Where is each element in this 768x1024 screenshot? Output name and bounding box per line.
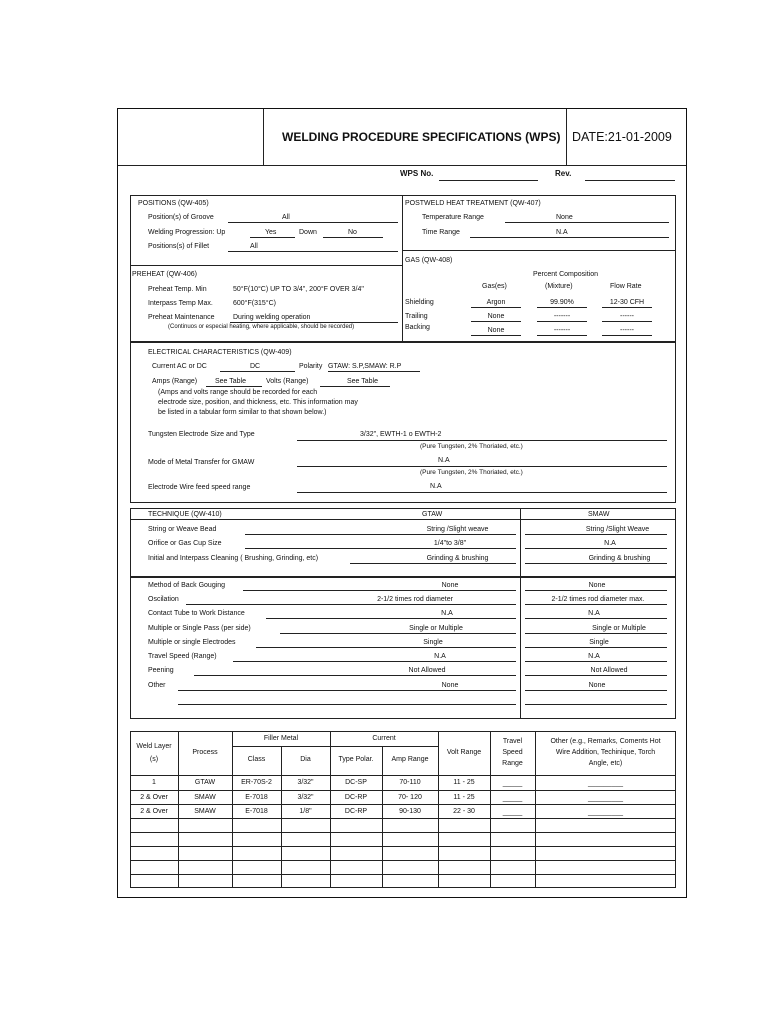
groove-field[interactable] [228,222,398,223]
positions-bottom-line [130,265,402,266]
gas-mixture-header: (Mixture) [545,283,573,290]
th-filler-metal: Filler Metal [263,735,299,742]
gas-row-flow-field[interactable] [602,321,652,322]
technique-row-smaw-field[interactable] [525,618,667,619]
technique-row-gtaw: N.A [441,610,453,617]
technique-row-gtaw: 2-1/2 times rod diameter [377,596,453,603]
technique-row-smaw: Not Allowed [590,667,628,674]
table-cell-volt: 11 - 25 [453,779,475,786]
table-cell-volt: 11 - 25 [453,794,475,801]
technique-row-gtaw: 1/4"to 3/8" [433,540,467,547]
current-value: DC [250,363,261,370]
header-bottom-line [118,165,686,166]
table-row-line [130,818,676,819]
th-weld-layer: Weld Layer [136,743,172,750]
transfer-note: (Pure Tungsten, 2% Thoriated, etc.) [420,469,523,476]
technique-row-label: Orifice or Gas Cup Size [148,540,222,547]
table-cell-dia: 3/32" [297,779,314,786]
polarity-label: Polarity [299,363,323,370]
gas-row-gas: Argon [486,299,506,306]
interpass-value: 600°F(315°C) [233,300,276,307]
tungsten-label: Tungsten Electrode Size and Type [148,431,255,438]
technique-smaw-header: SMAW [588,511,610,518]
current-field[interactable] [220,371,295,372]
table-cell-type: DC-RP [344,794,368,801]
preheat-min-label: Preheat Temp. Min [148,286,207,293]
technique-row-gtaw: None [441,682,459,689]
fillet-value: All [250,243,258,250]
th-other: Other (e.g., Remarks, Coments Hot [550,738,661,745]
technique-row-smaw: 2-1/2 times rod diameter max. [551,596,645,603]
th-other-3: Angle, etc) [588,760,623,767]
th-other-2: Wire Addition, Techinique, Torch [555,749,656,756]
technique-row-label: Multiple or Single Pass (per side) [148,625,251,632]
technique-row-gtaw: Not Allowed [408,667,446,674]
table-row-line [130,790,676,791]
table-col-line [382,746,383,888]
gas-row-mixture-field[interactable] [537,335,587,336]
wire-label: Electrode Wire feed speed range [148,484,251,491]
rev-field[interactable] [585,180,675,181]
polarity-value: GTAW: S.P,SMAW: R.P [328,363,402,370]
preheat-maint-value: During welding operation [233,314,311,321]
table-row-line [130,846,676,847]
positions-divider [402,195,403,342]
fillet-label: Positions(s) of Fillet [148,243,210,250]
form-date: DATE:21-01-2009 [572,130,672,144]
preheat-min-value: 50°F(10°C) UP TO 3/4", 200°F OVER 3/4" [233,286,364,293]
technique-row-gtaw-field[interactable] [245,548,516,549]
table-cell-process: SMAW [194,808,216,815]
table-cell-layer: 2 & Over [140,794,168,801]
pwht-temp-label: Temperature Range [422,214,484,221]
preheat-title: PREHEAT (QW-406) [132,271,197,278]
gas-row-flow: 12-30 CFH [609,299,645,306]
th-travel-3: Range [502,760,523,767]
technique-row-smaw: None [588,682,606,689]
gas-flow-header: Flow Rate [610,283,642,290]
technique-mid-line [130,576,676,578]
polarity-field[interactable] [328,371,420,372]
gas-row-gas-field[interactable] [471,307,521,308]
technique-row-smaw-field[interactable] [525,563,667,564]
table-cell-dia: 1/8" [299,808,312,815]
table-cell-travel: _____ [502,809,523,816]
technique-row-gtaw-field[interactable] [178,690,516,691]
technique-row-label: Other [148,682,166,689]
technique-row-smaw: String /Slight Weave [585,526,650,533]
technique-header-line [130,519,676,520]
current-label: Current AC or DC [152,363,207,370]
progression-up-field[interactable] [250,237,295,238]
gas-row-label: Shielding [405,299,434,306]
technique-divider [520,508,521,719]
table-col-line [281,746,282,888]
technique-row-gtaw-field[interactable] [256,647,516,648]
technique-row-smaw: N.A [588,653,600,660]
th-volt-range: Volt Range [446,749,482,756]
header-divider-left [263,109,264,165]
technique-extra-field[interactable] [525,704,667,705]
technique-row-label: Initial and Interpass Cleaning ( Brushing, Grinding, etc) [148,555,319,562]
table-row-line [130,860,676,861]
gas-row-label: Backing [405,324,430,331]
technique-row-gtaw-field[interactable] [233,661,516,662]
technique-row-gtaw: Single or Multiple [409,625,463,632]
progression-label: Welding Progression: Up [148,229,226,236]
technique-row-smaw-field[interactable] [525,590,667,591]
volts-value: See Table [347,378,379,385]
groove-label: Position(s) of Groove [148,214,214,221]
gas-row-gas-field[interactable] [471,335,521,336]
table-cell-class: ER-70S-2 [241,779,272,786]
table-cell-amp: 70- 120 [398,794,422,801]
technique-row-gtaw: None [441,582,459,589]
technique-row-gtaw-field[interactable] [186,604,516,605]
gas-gases-header: Gas(es) [482,283,507,290]
gas-row-mixture-field[interactable] [537,307,587,308]
table-cell-travel: _____ [502,780,523,787]
transfer-label: Mode of Metal Transfer for GMAW [148,459,255,466]
technique-row-label: Oscilation [148,596,179,603]
pwht-bottom-line [402,250,676,251]
th-amp-range: Amp Range [391,756,429,763]
technique-row-label: Travel Speed (Range) [148,653,217,660]
technique-row-label: Method of Back Gouging [148,582,226,589]
gas-row-gas: None [487,327,505,334]
preheat-maint-label: Preheat Maintenance [148,314,215,321]
table-row-line [130,874,676,875]
table-row-line [130,804,676,805]
wps-no-field[interactable] [439,180,538,181]
amps-label: Amps (Range) [152,378,198,385]
technique-row-label: String or Weave Bead [148,526,217,533]
technique-row-label: Contact Tube to Work Distance [148,610,245,617]
technique-row-smaw-field[interactable] [525,548,667,549]
pwht-time-value: N.A [556,229,568,236]
transfer-value: N.A [438,457,450,464]
technique-row-gtaw-field[interactable] [243,590,516,591]
rev-label: Rev. [555,169,572,178]
technique-row-smaw-field[interactable] [525,604,667,605]
technique-row-gtaw-field[interactable] [245,534,516,535]
volts-field[interactable] [320,386,390,387]
table-row-line [130,775,676,776]
technique-row-gtaw-field[interactable] [350,563,516,564]
down-label: Down [299,229,317,236]
technique-row-smaw-field[interactable] [525,690,667,691]
table-cell-other: _________ [587,780,624,787]
table-cell-type: DC-RP [344,808,368,815]
technique-row-smaw: N.A [604,540,616,547]
tungsten-note: (Pure Tungsten, 2% Thoriated, etc.) [420,443,523,450]
gas-row-mixture-field[interactable] [537,321,587,322]
table-cell-layer: 1 [152,779,156,786]
th-travel-2: Speed [502,749,523,756]
table-row-line [130,832,676,833]
technique-row-smaw-field[interactable] [525,633,667,634]
technique-title: TECHNIQUE (QW-410) [148,511,222,518]
th-process: Process [192,749,218,756]
gas-percent-label: Percent Composition [533,271,598,278]
header-divider-right [566,109,567,165]
table-cell-amp: 70-110 [399,779,421,786]
technique-row-label: Peening [148,667,174,674]
technique-row-smaw: Grinding & brushing [588,555,651,562]
gas-row-mixture: ------- [553,313,571,320]
technique-row-label: Multiple or single Electrodes [148,639,236,646]
technique-row-gtaw-field[interactable] [280,633,516,634]
gas-row-flow: ------ [620,327,634,334]
technique-row-smaw: None [588,582,606,589]
gas-row-flow-field[interactable] [602,307,652,308]
technique-row-smaw-field[interactable] [525,675,667,676]
th-travel: Travel [502,738,523,745]
th-class: Class [247,756,266,763]
preheat-maint-field[interactable] [230,322,398,323]
positions-title: POSITIONS (QW-405) [138,200,209,207]
transfer-field[interactable] [297,466,667,467]
electrical-title: ELECTRICAL CHARACTERISTICS (QW-409) [148,349,292,356]
technique-row-gtaw-field[interactable] [266,618,516,619]
table-cell-volt: 22 - 30 [453,808,475,815]
wire-value: N.A [430,483,442,490]
th-weld-layer-2: (s) [149,756,159,763]
table-cell-class: E-7018 [245,808,268,815]
pwht-temp-value: None [556,214,573,221]
interpass-label: Interpass Temp Max. [148,300,213,307]
technique-row-smaw-field[interactable] [525,647,667,648]
table-cell-process: SMAW [194,794,216,801]
table-cell-amp: 90-130 [399,808,421,815]
pwht-temp-field[interactable] [505,222,669,223]
table-cell-other: _________ [587,795,624,802]
technique-row-gtaw: Single [423,639,443,646]
table-cell-other: _________ [587,809,624,816]
table-cell-process: GTAW [194,779,216,786]
technique-row-gtaw: String /Slight weave [426,526,489,533]
tungsten-value: 3/32", EWTH-1 o EWTH-2 [360,431,442,438]
gas-row-flow: ------ [620,313,634,320]
form-title: WELDING PROCEDURE SPECIFICATIONS (WPS) [282,130,561,144]
table-subheader-line [232,746,438,747]
electrical-note-3: be listed in a tabular form similar to that shown below.) [158,409,327,416]
gas-row-gas-field[interactable] [471,321,521,322]
volts-label: Volts (Range) [266,378,309,385]
tungsten-field[interactable] [297,440,667,441]
wire-field[interactable] [297,492,667,493]
table-cell-dia: 3/32" [297,794,314,801]
technique-row-smaw: Single [589,639,609,646]
down-field[interactable] [323,237,383,238]
wps-no-label: WPS No. [400,169,434,178]
electrical-box [130,342,676,503]
electrical-note-1: (Amps and volts range should be recorded for each [158,389,318,396]
fillet-field[interactable] [228,251,398,252]
th-type-polar: Type Polar. [338,756,374,763]
amps-field[interactable] [206,386,262,387]
technique-gtaw-header: GTAW [422,511,443,518]
technique-row-smaw: N.A [588,610,600,617]
gas-row-gas: None [487,313,505,320]
table-cell-type: DC-SP [345,779,367,786]
gas-row-mixture: 99.90% [550,299,574,306]
th-dia: Dia [300,756,311,763]
technique-extra-field[interactable] [178,704,516,705]
pwht-title: POSTWELD HEAT TREATMENT (QW-407) [405,200,541,207]
gas-row-label: Trailing [405,313,428,320]
progression-up-value: Yes [265,229,277,236]
technique-row-smaw-field[interactable] [525,661,667,662]
technique-row-gtaw: Grinding & brushing [426,555,489,562]
groove-value: All [282,214,290,221]
technique-row-smaw: Single or Multiple [592,625,646,632]
technique-row-gtaw-field[interactable] [194,675,516,676]
electrical-note-2: electrode size, position, and thickness, etc. This information may [158,399,358,406]
technique-row-smaw-field[interactable] [525,534,667,535]
table-cell-travel: _____ [502,795,523,802]
table-cell-layer: 2 & Over [140,808,168,815]
technique-row-gtaw: N.A [434,653,446,660]
pwht-time-label: Time Range [422,229,460,236]
th-current: Current [372,735,396,742]
gas-row-flow-field[interactable] [602,335,652,336]
gas-title: GAS (QW-408) [405,257,453,264]
preheat-note: (Continuos or especial heating, where applicable, should be recorded) [168,324,355,330]
amps-value: See Table [215,378,247,385]
pwht-time-field[interactable] [470,237,669,238]
table-cell-class: E-7018 [245,794,268,801]
down-value: No [348,229,357,236]
gas-row-mixture: ------- [553,327,571,334]
